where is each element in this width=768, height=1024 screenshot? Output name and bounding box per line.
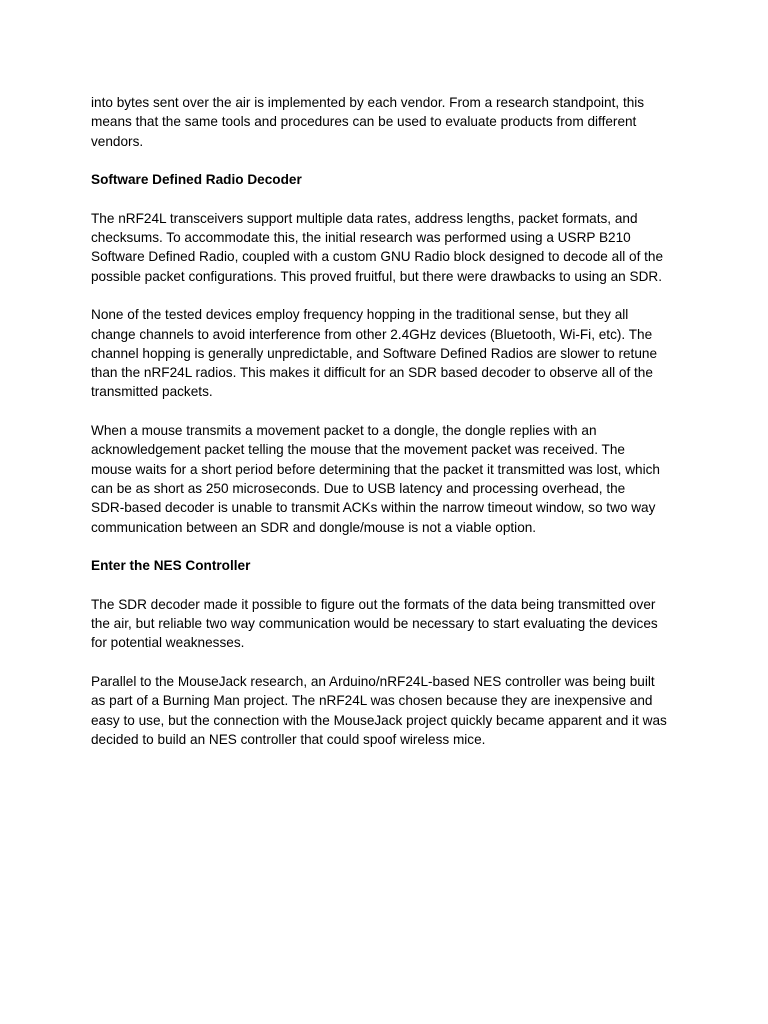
text-line: SDR-based decoder is unable to transmit ACKs within the narrow timeout window, so two way (91, 500, 656, 516)
heading-text: Software Defined Radio Decoder (91, 172, 302, 188)
text-line: Parallel to the MouseJack research, an Arduino/nRF24L-based NES controller was being built (91, 673, 655, 689)
text-line: The nRF24L transceivers support multiple data rates, address lengths, packet formats, and (91, 210, 638, 226)
section-heading-nes-controller (91, 556, 768, 575)
heading-text: Enter the NES Controller (91, 558, 251, 574)
text-line: can be as short as 250 microseconds. Due to USB latency and processing overhead, the (91, 480, 626, 496)
text-line: easy to use, but the connection with the MouseJack project quickly became apparent and it was (91, 712, 667, 728)
text-line: vendors. (91, 133, 144, 149)
section-heading-sdr-decoder (91, 170, 768, 189)
text-line: decided to build an NES controller that could spoof wireless mice. (91, 731, 486, 747)
text-line: possible packet configurations. This proved fruitful, but there were drawbacks to using an SDR. (91, 268, 662, 284)
text-line: Software Defined Radio, coupled with a custom GNU Radio block designed to decode all of the (91, 249, 664, 265)
paragraph-burning-man-project (91, 672, 768, 749)
paragraph-sdr-decoder-limits (91, 595, 768, 653)
text-line: means that the same tools and procedures can be used to evaluate products from different (91, 114, 637, 130)
paragraph-frequency-hopping (91, 305, 768, 401)
text-line: into bytes sent over the air is implemented by each vendor. From a research standpoint, this (91, 95, 645, 110)
text-line: than the nRF24L radios. This makes it difficult for an SDR based decoder to observe all of the (91, 365, 653, 381)
paragraph-mouse-ack (91, 421, 768, 537)
text-line: None of the tested devices employ frequency hopping in the traditional sense, but they all (91, 307, 629, 323)
text-line: communication between an SDR and dongle/mouse is not a viable option. (91, 519, 537, 535)
text-line: as part of a Burning Man project. The nRF24L was chosen because they are inexpensive and (91, 693, 653, 709)
text-line: The SDR decoder made it possible to figure out the formats of the data being transmitted over (91, 596, 656, 612)
text-line: mouse waits for a short period before determining that the packet it transmitted was lost, which (91, 461, 660, 477)
text-line: the air, but reliable two way communication would be necessary to start evaluating the devices (91, 616, 658, 632)
text-line: for potential weaknesses. (91, 635, 245, 651)
text-line: transmitted packets. (91, 384, 213, 400)
text-line: When a mouse transmits a movement packet to a dongle, the dongle replies with an (91, 423, 597, 439)
text-line: change channels to avoid interference from other 2.4GHz devices (Bluetooth, Wi-Fi, etc). The (91, 326, 653, 342)
text-line: acknowledgement packet telling the mouse that the movement packet was received. The (91, 442, 625, 458)
paragraph-transceiver-support (91, 209, 768, 286)
text-line: channel hopping is generally unpredictable, and Software Defined Radios are slower to retune (91, 345, 658, 361)
paragraph-vendor-implementation (91, 93, 768, 151)
text-line: checksums. To accommodate this, the initial research was performed using a USRP B210 (91, 230, 631, 246)
